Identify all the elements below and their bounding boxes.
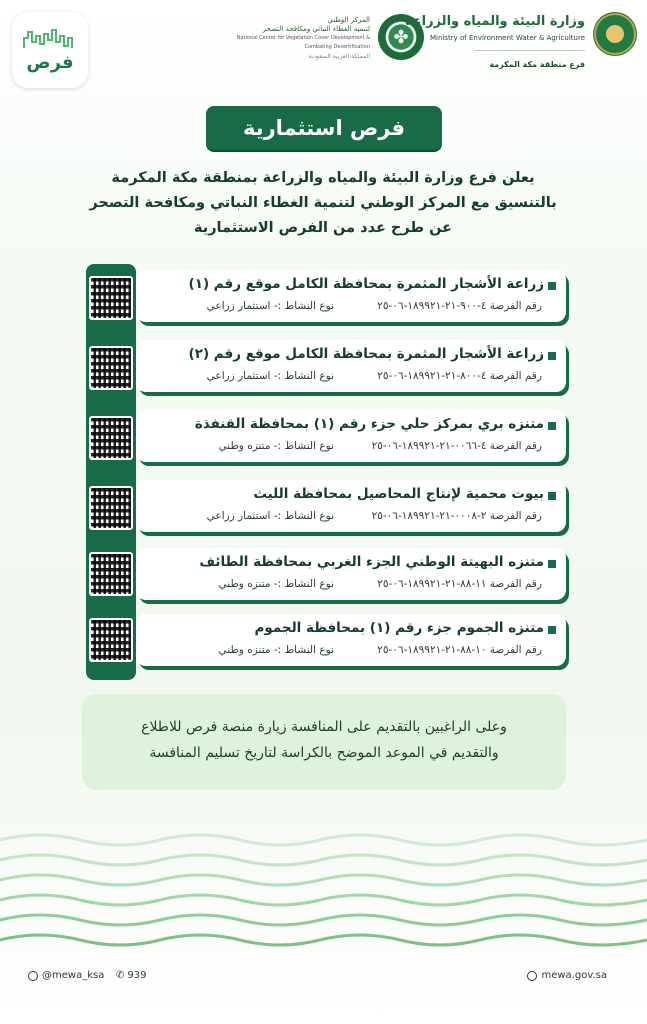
bullet-icon xyxy=(548,560,556,568)
opportunity-name: بيوت محمية لإنتاج المحاصيل بمحافظة الليث xyxy=(253,486,544,502)
intro-line: عن طرح عدد من الفرص الاستثمارية xyxy=(193,220,453,236)
closing-note xyxy=(82,694,566,790)
phone-text: 939 xyxy=(127,970,147,981)
bullet-icon xyxy=(548,492,556,500)
header xyxy=(0,0,647,92)
opportunity-number: رقم الفرصة ٤-٨٠٠-٢١-١٨٩٩٢١-٠٦-٢٥ xyxy=(377,370,542,382)
opportunity-number: رقم الفرصة ٤-٩٠٠-٢١-١٨٩٩٢١-٠٦-٢٥ xyxy=(377,300,542,312)
opportunity-number: رقم الفرصة ٤-٠٠٦٦-٢١-١٨٩٩٢١-٠٦-٢٥ xyxy=(371,440,542,452)
opportunity-activity: نوع النشاط :- متنزه وطني xyxy=(218,578,334,590)
ministry-name-en: Ministry of Environment Water & Agriculture xyxy=(430,34,585,42)
footer xyxy=(0,964,647,992)
opportunity-card[interactable] xyxy=(136,548,566,600)
intro-line: يعلن فرع وزارة البيئة والمياه والزراعة بمنطقة مكة المكرمة xyxy=(111,170,535,186)
qr-code-icon[interactable] xyxy=(89,618,133,662)
opportunity-card[interactable] xyxy=(136,270,566,322)
bullet-icon xyxy=(548,422,556,430)
opportunity-number: رقم الفرصة ١٠-٨٨-٢١-١٨٩٩٢١-٠٦-٢٥ xyxy=(377,644,542,656)
bullet-icon xyxy=(548,282,556,290)
ncvc-line2: لتنمية الغطاء النباتي ومكافحة التصحر xyxy=(262,25,370,33)
ncvc-logo xyxy=(228,14,424,64)
ministry-name-ar: وزارة البيئة والمياه والزراعة xyxy=(404,14,585,29)
ncvc-seal-icon: ✤ xyxy=(378,14,424,60)
qr-code-icon[interactable] xyxy=(89,416,133,460)
app-logo-text: فرص xyxy=(26,51,74,73)
website-text: mewa.gov.sa xyxy=(541,970,607,981)
opportunity-activity: نوع النشاط :- متنزه وطني xyxy=(218,644,334,656)
social-handle[interactable] xyxy=(28,970,104,981)
ministry-branch: فرع منطقة مكة المكرمة xyxy=(489,60,585,69)
ncvc-country: المملكة العربية السعودية xyxy=(308,53,370,60)
globe-icon xyxy=(527,971,537,981)
ncvc-english: National Center for Vegetation Cover Development & Combating Desertification xyxy=(236,35,370,50)
furas-app-logo xyxy=(12,12,88,88)
phone-icon: ✆ xyxy=(116,970,125,981)
page-title: فرص استثمارية xyxy=(206,106,442,150)
phone-number[interactable] xyxy=(116,970,146,981)
opportunity-name: زراعة الأشجار المثمرة بمحافظة الكامل موقع رقم (٢) xyxy=(188,346,544,362)
opportunity-name: متنزه البهيتة الوطني الجزء الغربي بمحافظة الطائف xyxy=(199,554,544,570)
bullet-icon xyxy=(548,352,556,360)
opportunity-card[interactable] xyxy=(136,340,566,392)
opportunity-activity: نوع النشاط :- استثمار زراعي xyxy=(206,510,334,522)
opportunity-number: رقم الفرصة ٢-٠٠٠٨-٢١-١٨٩٩٢١-٠٦-٢٥ xyxy=(371,510,542,522)
ministry-logo xyxy=(404,10,637,72)
opportunity-name: زراعة الأشجار المثمرة بمحافظة الكامل موقع رقم (١) xyxy=(188,276,544,292)
opportunity-activity: نوع النشاط :- استثمار زراعي xyxy=(206,300,334,312)
opportunity-card[interactable] xyxy=(136,410,566,462)
intro-line: بالتنسيق مع المركز الوطني لتنمية الغطاء النباتي ومكافحة التصحر xyxy=(89,195,557,211)
opportunity-card[interactable] xyxy=(136,614,566,666)
opportunity-name: متنزه الجموم جزء رقم (١) بمحافظة الجموم xyxy=(254,620,544,636)
ministry-divider xyxy=(475,50,585,51)
city-skyline-icon xyxy=(22,28,78,50)
closing-line: وعلى الراغبين بالتقديم على المنافسة زيارة منصة فرص للاطلاع xyxy=(141,719,507,735)
opportunity-card[interactable] xyxy=(136,480,566,532)
intro-text xyxy=(20,166,626,241)
website-link[interactable] xyxy=(527,970,607,981)
social-handle-text: @mewa_ksa xyxy=(42,970,105,981)
bullet-icon xyxy=(548,626,556,634)
opportunity-name: متنزه بري بمركز حلي جزء رقم (١) بمحافظة القنفذة xyxy=(194,416,544,432)
opportunity-activity: نوع النشاط :- متنزه وطني xyxy=(218,440,334,452)
qr-code-icon[interactable] xyxy=(89,552,133,596)
closing-line: والتقديم في الموعد الموضح بالكراسة لتاريخ تسليم المنافسة xyxy=(149,745,499,761)
qr-code-icon[interactable] xyxy=(89,276,133,320)
social-icon xyxy=(28,971,38,981)
opportunity-number: رقم الفرصة ١١-٨٨-٢١-١٨٩٩٢١-٠٦-٢٥ xyxy=(377,578,542,590)
ncvc-line1: المركز الوطني xyxy=(327,16,370,24)
opportunity-activity: نوع النشاط :- استثمار زراعي xyxy=(206,370,334,382)
saudi-emblem-icon xyxy=(593,12,637,56)
decorative-waves xyxy=(0,820,647,970)
qr-code-icon[interactable] xyxy=(89,346,133,390)
qr-code-icon[interactable] xyxy=(89,486,133,530)
